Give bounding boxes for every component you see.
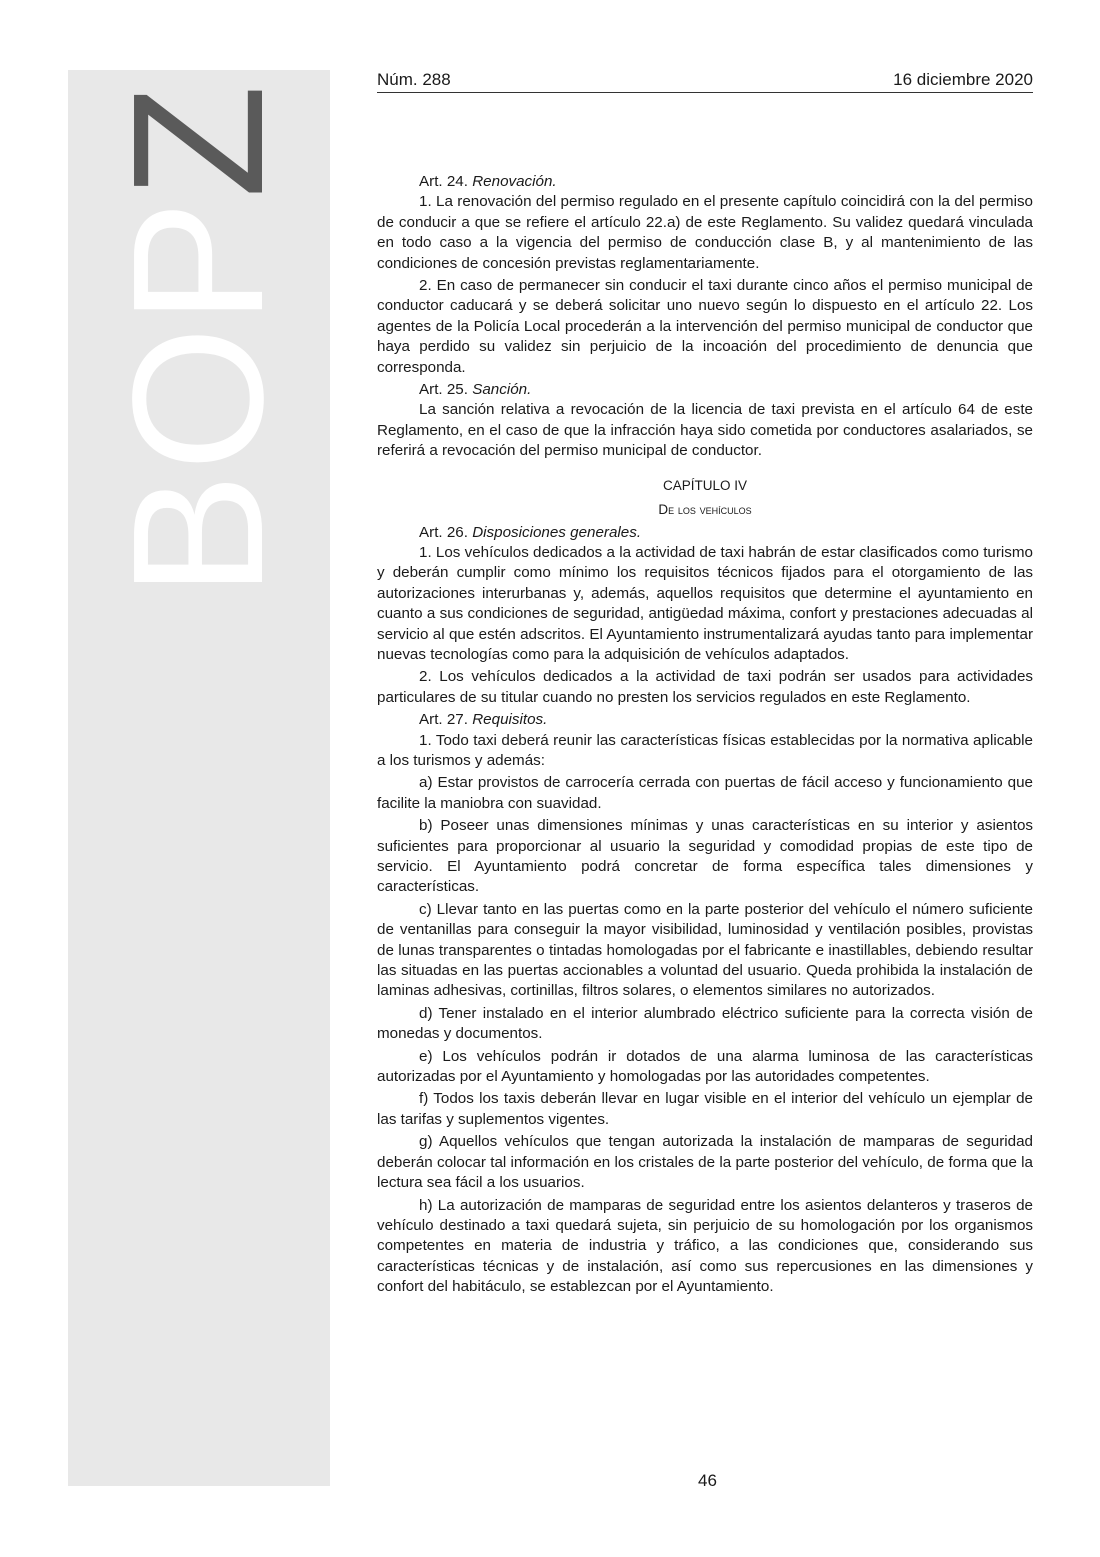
paragraph: 1. Los vehículos dedicados a la actividad de taxi habrán de estar clasificados como turismo y deberán cumplir como mínimo los requisitos técnicos fijados para el otorgamiento de las autorizaciones interurbanas y, además, aquellos requisitos que determine el ayuntamiento en cuanto a sus condiciones de seguridad, antigüedad máxima, confort y prestaciones adecuadas al servicio al que estén adscritos. El Ayuntamiento instrumentalizará ayudas tanto para implementar nuevas tecnologías como para la adquisición de vehículos adaptados.: [377, 543, 1033, 663]
paragraph: 2. Los vehículos dedicados a la actividad de taxi podrán ser usados para actividades particulares de su titular cuando no presten los servicios regulados en este Reglamento.: [377, 668, 1033, 706]
logo-z: Z: [95, 82, 302, 199]
article-title: Requisitos.: [472, 711, 548, 729]
article-title: Renovación.: [472, 173, 557, 190]
article-title: Disposiciones generales.: [472, 523, 642, 541]
paragraph: f) Todos los taxis deberán llevar en lugar visible en el interior del vehículo un ejemplar de las tarifas y suplementos vigentes.: [377, 1090, 1033, 1128]
article-heading: [377, 380, 1033, 400]
issue-date: 16 diciembre 2020: [893, 70, 1033, 89]
article-number: Art. 26.: [419, 523, 468, 541]
paragraph: La sanción relativa a revocación de la licencia de taxi prevista en el artículo 64 de este Reglamento, en el caso de que la infracción haya sido cometida por conductores asalariados, se referirá a revocación del permiso municipal de conductor.: [377, 401, 1033, 460]
article-heading: [377, 172, 1033, 192]
page-number: 46: [698, 1471, 717, 1490]
paragraph: g) Aquellos vehículos que tengan autorizada la instalación de mamparas de seguridad deberán colocar tal información en los cristales de la parte posterior del vehículo, de forma que la lectura sea fácil a los usuarios.: [377, 1133, 1033, 1192]
article-number: Art. 24.: [419, 173, 468, 190]
article-heading: [377, 710, 1033, 730]
article-number: Art. 27.: [419, 711, 468, 729]
paragraph: e) Los vehículos podrán ir dotados de una alarma luminosa de las características autorizadas por el Ayuntamiento y homologadas por las autoridades competentes.: [377, 1047, 1033, 1086]
article-heading: [377, 523, 1033, 543]
paragraph: 1. Todo taxi deberá reunir las características físicas establecidas por la normativa aplicable a los turismos y además:: [377, 731, 1033, 769]
bopz-logo: [95, 82, 302, 598]
document-body: [377, 170, 1033, 1298]
issue-number: Núm. 288: [377, 70, 451, 89]
logo-bop: BOP: [95, 198, 302, 598]
paragraph: 2. En caso de permanecer sin conducir el taxi durante cinco años el permiso municipal de conductor caducará y se deberá solicitar uno nuevo según lo dispuesto en el artículo 22. Los agentes de la Policía Local procederán a la intervención del permiso municipal de conductor que haya perdido su validez sin perjuicio de la incoación del procedimiento de denuncia que corresponda.: [377, 277, 1033, 376]
article-title: Sanción.: [472, 381, 532, 399]
section-heading: De los vehículos: [658, 502, 752, 518]
paragraph: c) Llevar tanto en las puertas como en la parte posterior del vehículo el número suficiente de ventanillas para conseguir la mayor visibilidad, luminosidad y ventilación posibles, provistas de lunas transparentes o tintadas homologadas por el fabricante e inastillables, debiendo resultar las situadas en las puertas accionables a voluntad del usuario. Queda prohibida la instalación de laminas adhesivas, cortinillas, filtros solares, o elementos similares no autorizados.: [377, 900, 1033, 1000]
paragraph: d) Tener instalado en el interior alumbrado eléctrico suficiente para la correcta visión de monedas y documentos.: [377, 1004, 1033, 1043]
article-number: Art. 25.: [419, 381, 468, 399]
paragraph: a) Estar provistos de carrocería cerrada con puertas de fácil acceso y funcionamiento que facilite la maniobra con suavidad.: [377, 774, 1033, 812]
chapter-heading: CAPÍTULO IV: [662, 477, 748, 493]
paragraph: b) Poseer unas dimensiones mínimas y unas características en su interior y asientos suficientes para proporcionar al usuario la seguridad y comodidad propias de este tipo de servicio. El Ayuntamiento podrá concretar de forma específica tales dimensiones y características.: [377, 817, 1033, 896]
page-header: [377, 66, 1033, 93]
paragraph: 1. La renovación del permiso regulado en el presente capítulo coincidirá con la del permiso de conducir a que se refiere el artículo 22.a) de este Reglamento. Su validez quedará vinculada en todo caso a la vigencia del permiso de conducción clase B, y al mantenimiento de las condiciones de concesión previstas reglamentariamente.: [377, 193, 1033, 272]
paragraph: h) La autorización de mamparas de seguridad entre los asientos delanteros y traseros de vehículo destinado a taxi quedará sujeta, sin perjuicio de su homologación por los organismos competentes en materia de industria y tráfico, a las condiciones que, considerando sus características técnicas y de instalación, así como sus repercusiones en las dimensiones y confort del habitáculo, se establezcan por el Ayuntamiento.: [377, 1196, 1033, 1296]
